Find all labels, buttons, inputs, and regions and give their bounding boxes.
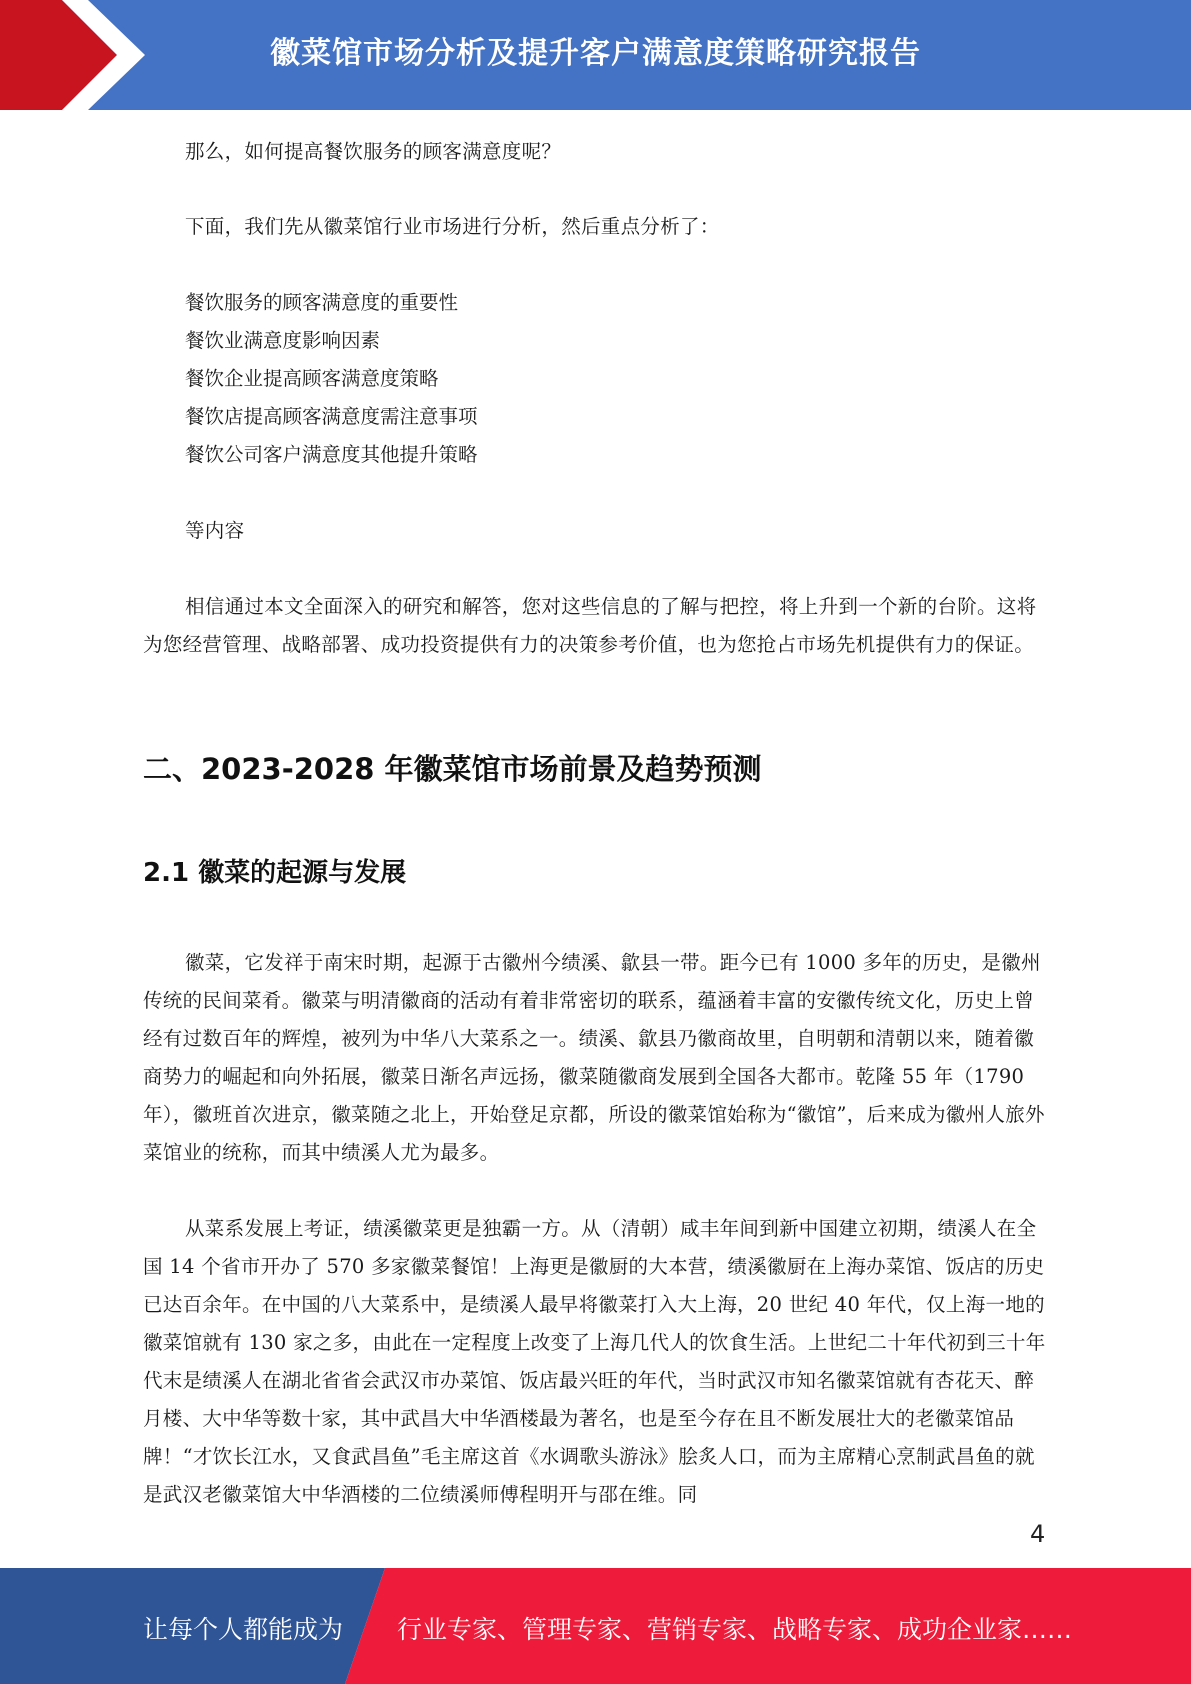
intro-closing: 相信通过本文全面深入的研究和解答，您对这些信息的了解与把控，将上升到一个新的台阶。这将为您经营管理、战略部署、成功投资提供有力的决策参考价值，也为您抢占市场先机提供有力的保证。 xyxy=(143,595,1037,656)
list-item: 餐饮店提高顾客满意度需注意事项 xyxy=(185,405,478,428)
list-item: 餐饮服务的顾客满意度的重要性 xyxy=(185,291,459,314)
page-number: 4 xyxy=(1030,1520,1046,1548)
section-heading: 二、2023-2028 年徽菜馆市场前景及趋势预测 xyxy=(143,752,762,786)
list-item: 餐饮业满意度影响因素 xyxy=(185,329,381,352)
footer-slogan-left: 让每个人都能成为 xyxy=(143,1615,344,1644)
list-item: 餐饮企业提高顾客满意度策略 xyxy=(185,367,439,390)
page-header xyxy=(0,0,1191,110)
header-title: 徽菜馆市场分析及提升客户满意度策略研究报告 xyxy=(270,36,921,71)
intro-lead: 下面，我们先从徽菜馆行业市场进行分析，然后重点分析了： xyxy=(185,215,720,238)
footer-slogan-right: 行业专家、管理专家、营销专家、战略专家、成功企业家…… xyxy=(397,1615,1073,1644)
body-paragraph: 徽菜，它发祥于南宋时期，起源于古徽州今绩溪、歙县一带。距今已有 1000 多年的历史，是徽州传统的民间菜肴。徽菜与明清徽商的活动有着非常密切的联系，蕴涵着丰富的安徽传统文化，历史上曾经有过数百年的辉煌，被列为中华八大菜系之一。绩溪、歙县乃徽商故里，自明朝和清朝以来，随着徽商势力的崛起和向外拓展，徽菜日渐名声远扬，徽菜随徽商发展到全国各大都市。乾隆 55 年（1790 年），徽班首次进京，徽菜随之北上，开始登足京都，所设的徽菜馆始称为“徽馆”，后来成为徽州人旅外菜馆业的统称，而其中绩溪人尤为最多。 xyxy=(143,951,1045,1164)
body-paragraph: 从菜系发展上考证，绩溪徽菜更是独霸一方。从（清朝）咸丰年间到新中国建立初期，绩溪人在全国 14 个省市开办了 570 多家徽菜餐馆！上海更是徽厨的大本营，绩溪徽厨在上海办菜馆、饭店的历史已达百余年。在中国的八大菜系中，是绩溪人最早将徽菜打入大上海，20 世纪 40 年代，仅上海一地的徽菜馆就有 130 家之多，由此在一定程度上改变了上海几代人的饮食生活。上世纪二十年代初到三十年代末是绩溪人在湖北省省会武汉市办菜馆、饭店最兴旺的年代，当时武汉市知名徽菜馆就有杏花天、醉月楼、大中华等数十家，其中武昌大中华酒楼最为著名，也是至今存在且不断发展壮大的老徽菜馆品牌！“才饮长江水，又食武昌鱼”毛主席这首《水调歌头游泳》脍炙人口，而为主席精心烹制武昌鱼的就是武汉老徽菜馆大中华酒楼的二位绩溪师傅程明开与邵在维。同 xyxy=(143,1217,1046,1506)
intro-etc: 等内容 xyxy=(185,519,245,542)
page-footer xyxy=(0,1568,1191,1684)
subsection-heading: 2.1 徽菜的起源与发展 xyxy=(143,858,407,888)
list-item: 餐饮公司客户满意度其他提升策略 xyxy=(185,443,478,466)
intro-question: 那么，如何提高餐饮服务的顾客满意度呢？ xyxy=(185,140,562,163)
header-chevron-icon xyxy=(0,0,160,110)
